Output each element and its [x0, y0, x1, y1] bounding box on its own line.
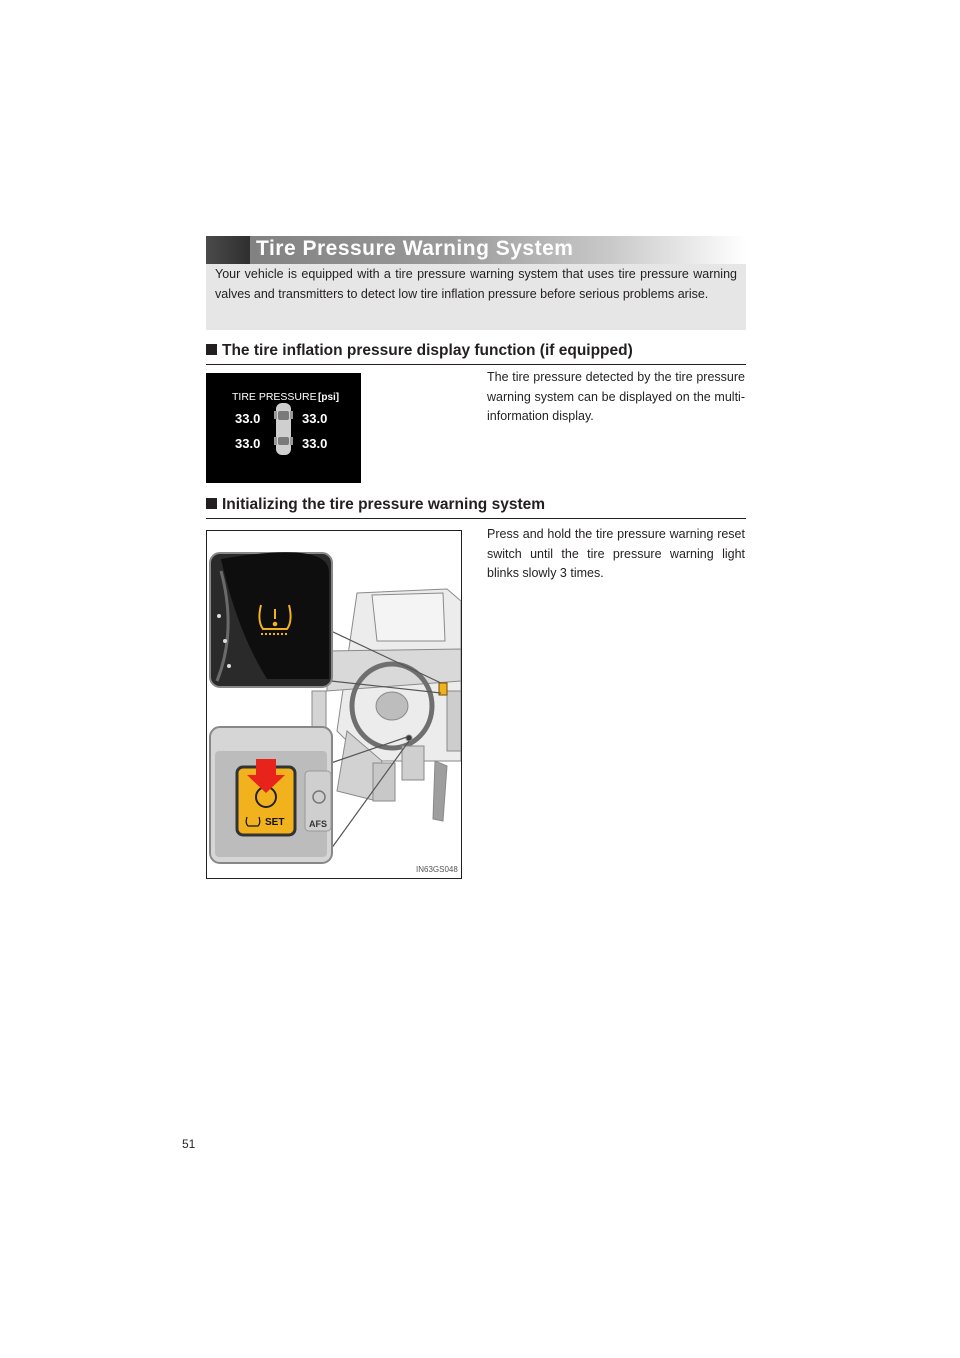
display-label: TIRE PRESSURE [232, 391, 317, 403]
page-number: 51 [182, 1137, 196, 1151]
section-heading-text: The tire inflation pressure display function (if equipped) [222, 342, 633, 359]
section-heading-display-function [206, 342, 746, 365]
warning-light-inset [210, 552, 332, 687]
display-function-description: The tire pressure detected by the tire pressure warning system can be displayed on the multi-information display. [487, 370, 745, 423]
reset-switch-location-figure [206, 530, 462, 879]
section-heading-text: Initializing the tire pressure warning system [222, 496, 546, 513]
display-unit: [psi] [318, 392, 340, 403]
reset-switch-inset [210, 727, 332, 863]
intro-box [206, 264, 746, 330]
page-title: Tire Pressure Warning System [256, 237, 574, 260]
square-bullet-icon [206, 498, 217, 509]
tire-pressure-display-figure [206, 373, 361, 483]
figure-code: IN63GS048 [416, 865, 458, 874]
square-bullet-icon [206, 344, 217, 355]
initializing-description: Press and hold the tire pressure warning reset switch until the tire pressure warning light blinks slowly 3 times. [487, 527, 745, 580]
front-right-pressure: 33.0 [302, 411, 328, 426]
rear-right-pressure: 33.0 [302, 436, 328, 451]
car-top-view-icon [274, 403, 293, 455]
rear-left-pressure: 33.0 [235, 436, 261, 451]
front-left-pressure: 33.0 [235, 411, 261, 426]
set-button-label: SET [265, 817, 285, 828]
section-title-bar [206, 236, 746, 264]
title-tab-decoration [206, 236, 250, 264]
section-heading-initializing [206, 496, 746, 519]
multi-information-display-illustration [206, 373, 361, 483]
dashboard-illustration [207, 531, 461, 878]
afs-button-label: AFS [309, 819, 327, 829]
intro-text: Your vehicle is equipped with a tire pressure warning system that uses tire pressure warning valves and transmitters to detect low tire inflation pressure before serious problems arise. [215, 267, 737, 301]
